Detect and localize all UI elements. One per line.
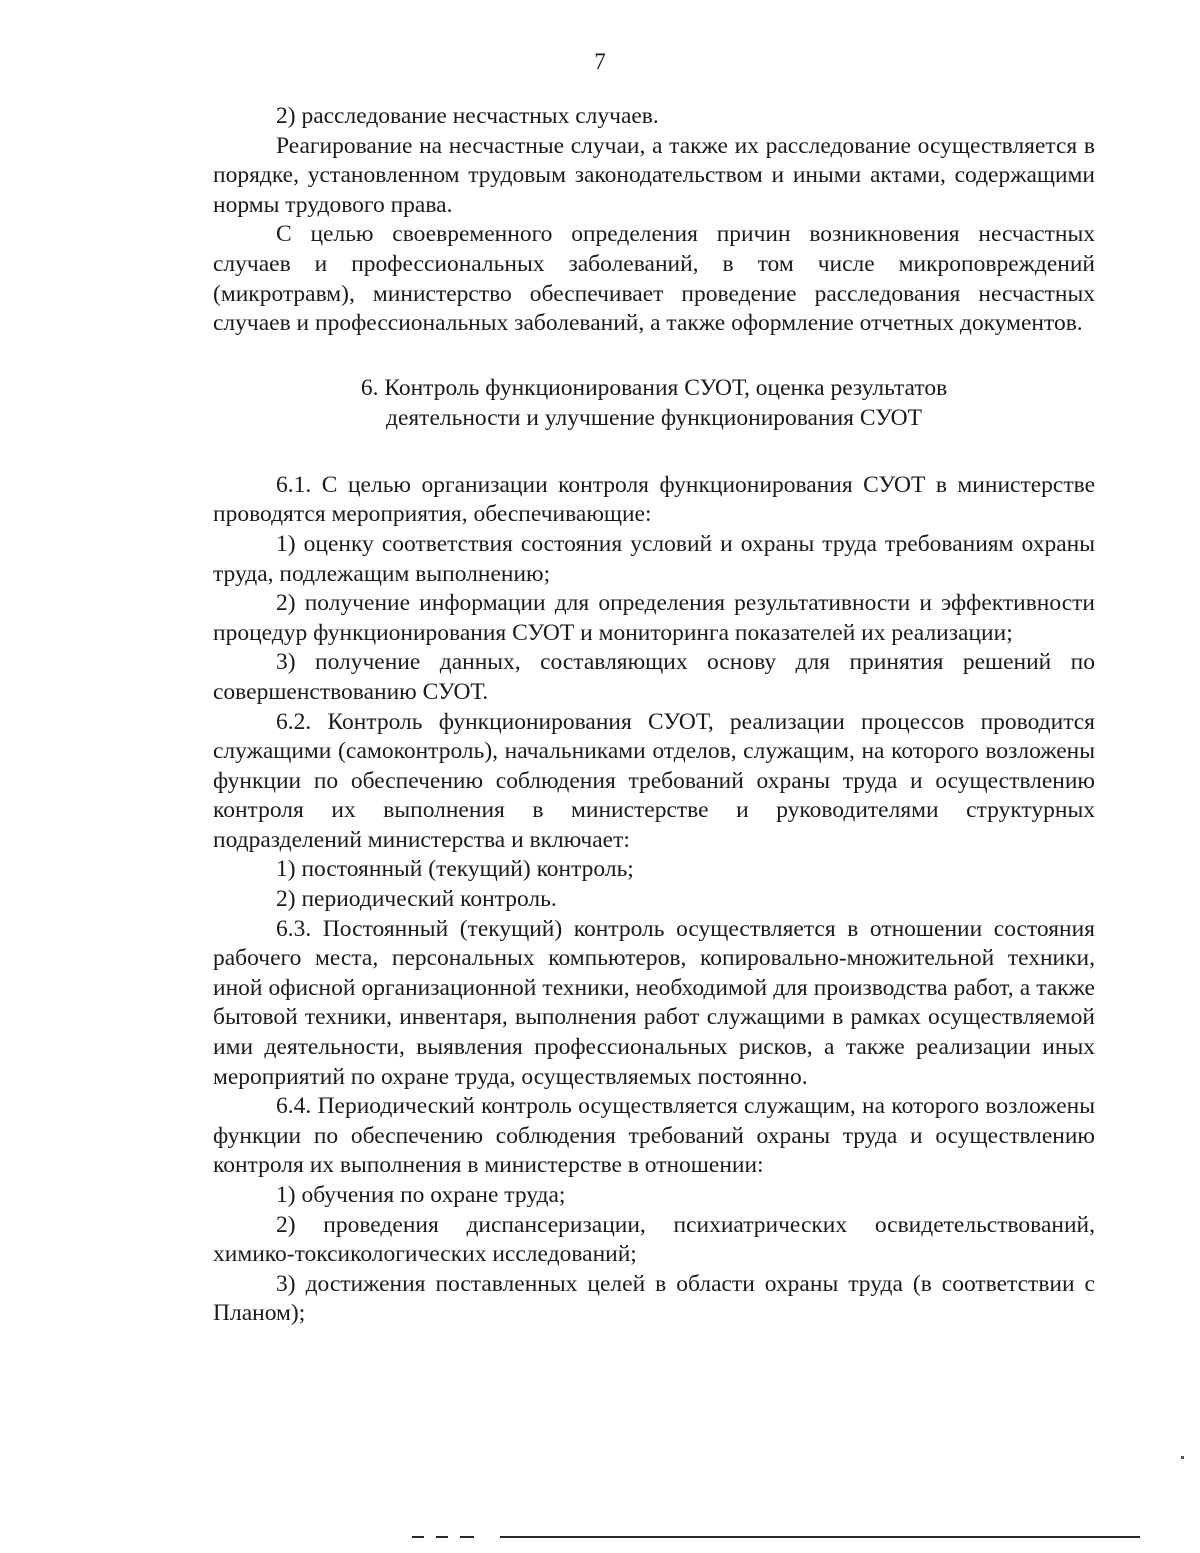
paragraph: 3) достижения поставленных целей в области охраны труда (в соответствии с Планом); — [213, 1270, 1095, 1327]
paragraph: 2) расследование несчастных случаев. — [276, 103, 659, 129]
paragraph: 6.4. Периодический контроль осуществляется служащим, на которого возложены функции по обеспечению соблюдения требований охраны труда и осуществлению контроля их выполнения в министерстве в отношении: — [213, 1093, 1095, 1179]
scan-artifact-dash — [436, 1536, 448, 1538]
paragraph: 6.3. Постоянный (текущий) контроль осуществляется в отношении состояния рабочего места, персональных компьютеров, копировально-множительной техники, иной офисной организационной техники, необходимой для производства работ, а также бытовой техники, инвентаря, выполнения работ служащими в рамках осуществляемой ими деятельности, выявления профессиональных рисков, а также реализации иных мероприятий по охране труда, осуществляемых постоянно. — [213, 915, 1095, 1090]
scan-artifact-fleck — [1181, 1456, 1184, 1459]
section-heading — [213, 373, 1095, 433]
paragraph: С целью своевременного определения причин возникновения несчастных случаев и профессиональных заболеваний, в том числе микроповреждений (микротравм), министерство обеспечивает проведение расследования несчастных случаев и профессиональных заболеваний, а также оформление отчетных документов. — [213, 221, 1095, 337]
paragraph: 2) проведения диспансеризации, психиатрических освидетельствований, химико-токсикологических исследований; — [213, 1211, 1095, 1268]
page-number: 7 — [594, 49, 606, 74]
section-heading-line: 6. Контроль функционирования СУОТ, оценка результатов — [360, 374, 948, 401]
paragraph: 2) получение информации для определения результативности и эффективности процедур функционирования СУОТ и мониторинга показателей их реализации; — [213, 590, 1095, 646]
paragraph: 1) постоянный (текущий) контроль; — [276, 856, 634, 883]
scan-artifact-dash — [460, 1536, 474, 1538]
paragraph: 6.1. С целью организации контроля функционирования СУОТ в министерстве проводятся мероприятия, обеспечивающие: — [213, 471, 1095, 528]
paragraph: 6.2. Контроль функционирования СУОТ, реализации процессов проводится служащими (самоконтроль), начальниками отделов, служащим, на которого возложены функции по обеспечению соблюдения требований охраны труда и осуществлению контроля их выполнения в министерстве и руководителями структурных подразделений министерства и включает: — [213, 708, 1095, 853]
paragraph: 1) оценку соответствия состояния условий и охраны труда требованиям охраны труда, подлежащим выполнению; — [213, 530, 1095, 587]
document-body — [213, 102, 1095, 1329]
scan-artifact-line — [500, 1536, 1140, 1538]
scan-artifact-dash — [412, 1536, 424, 1538]
paragraph: 2) периодический контроль. — [276, 886, 557, 913]
section-heading-line: деятельности и улучшение функционирования СУОТ — [385, 404, 922, 431]
paragraph: Реагирование на несчастные случаи, а также их расследование осуществляется в порядке, установленном трудовым законодательством и иными актами, содержащими нормы трудового права. — [213, 132, 1095, 218]
paragraph: 3) получение данных, составляющих основу для принятия решений по совершенствованию СУОТ. — [213, 649, 1095, 705]
paragraph: 1) обучения по охране труда; — [276, 1182, 566, 1208]
